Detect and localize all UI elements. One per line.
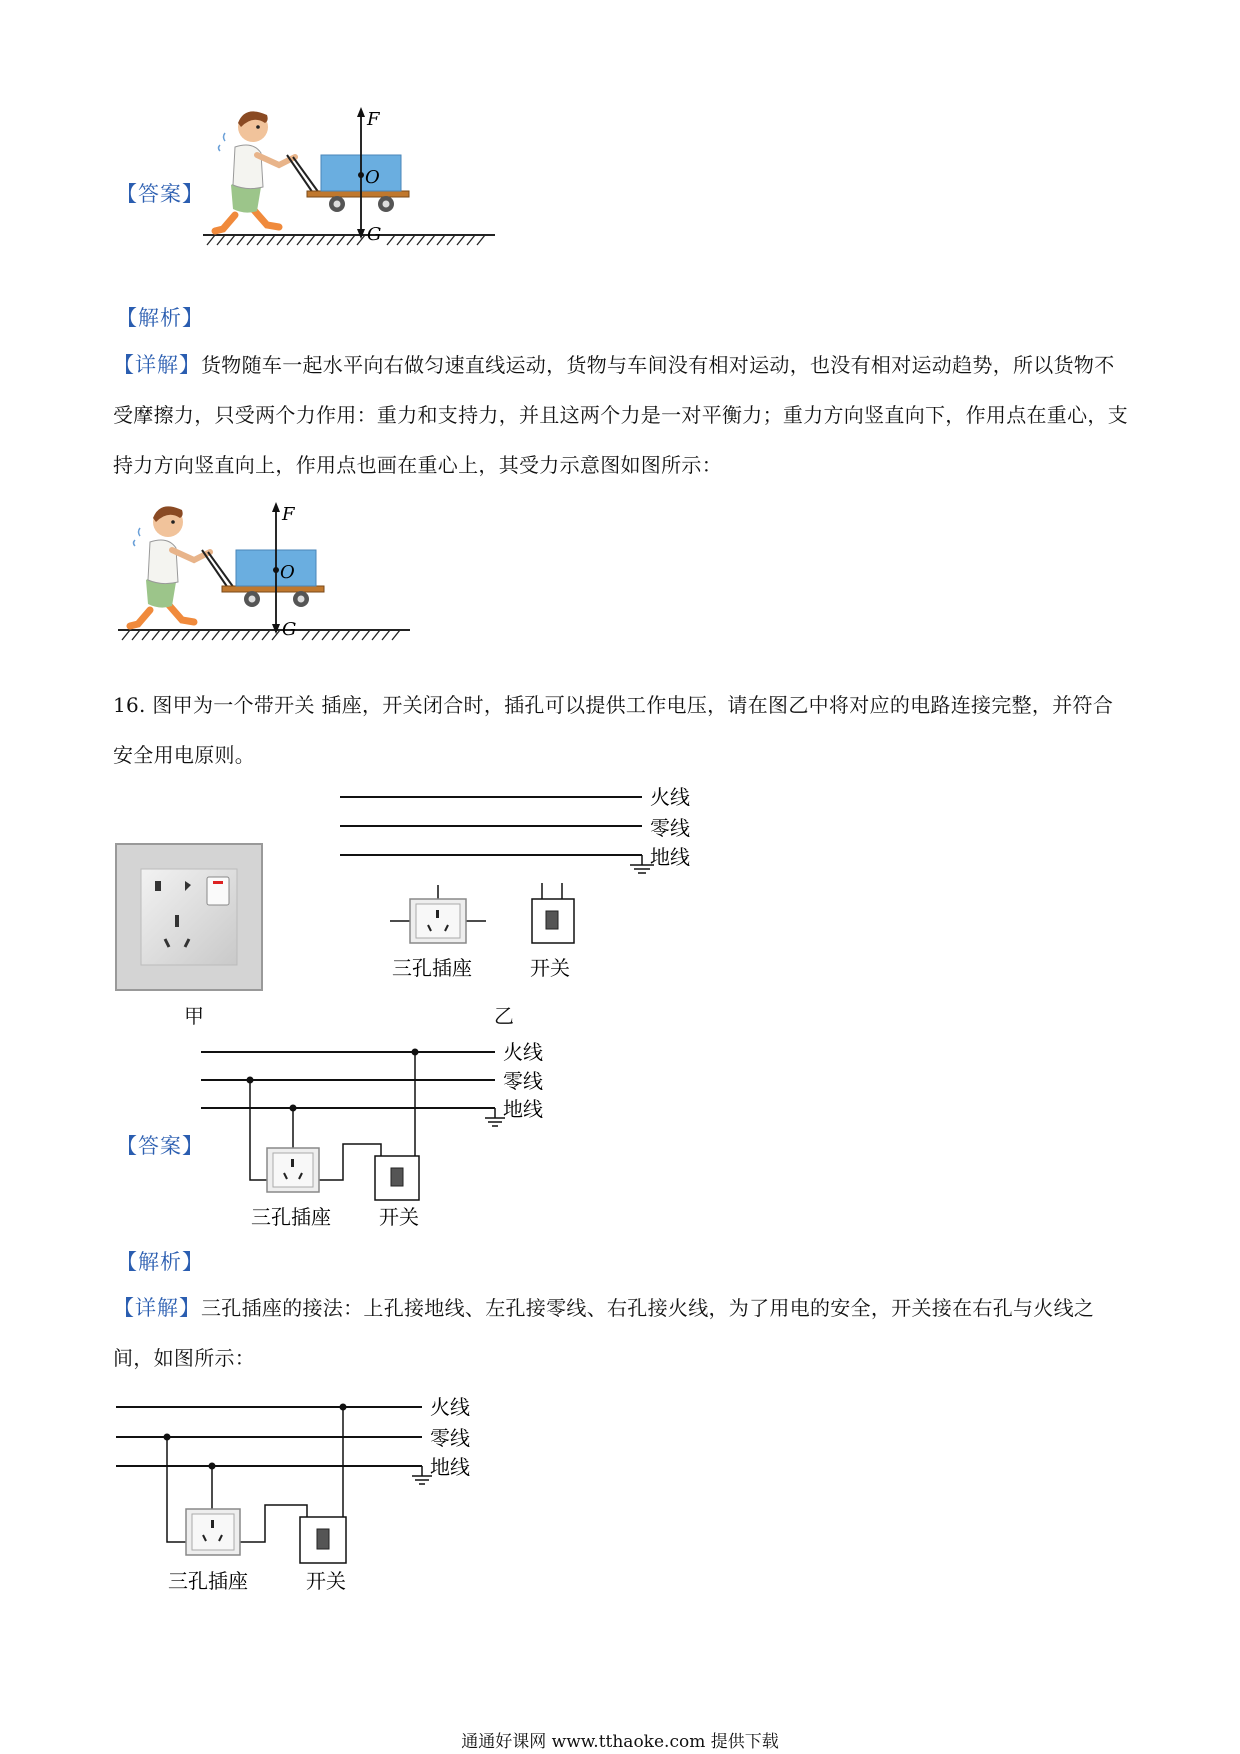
ground-wire-label: 地线 <box>650 845 690 869</box>
force-diagram-1 <box>195 105 505 275</box>
boy-illustration <box>215 111 295 231</box>
question-16: 16. 图甲为一个带开关 插座，开关闭合时，插孔可以提供工作电压，请在图乙中将对应的电路连接完整，并符合安全用电原则。 <box>113 693 1114 767</box>
force-f-label: F <box>367 109 380 130</box>
switch-label: 开关 <box>306 1569 346 1593</box>
switch-symbol <box>532 883 574 943</box>
answer-label-15: 【答案】 <box>116 182 204 206</box>
socket-label: 三孔插座 <box>251 1205 331 1229</box>
neutral-wire-label: 零线 <box>503 1069 543 1093</box>
switch-label: 开关 <box>530 956 570 980</box>
force-diagram-2 <box>110 500 420 670</box>
socket-photo-jia <box>115 843 265 993</box>
analysis-label-15: 【解析】 <box>116 306 204 330</box>
circuit-answer-1 <box>195 1040 575 1240</box>
ground-wire-label: 地线 <box>503 1097 543 1121</box>
force-g-label: G <box>282 619 297 640</box>
live-wire-label: 火线 <box>430 1395 470 1419</box>
live-wire-label: 火线 <box>650 785 690 809</box>
circuit-question-yi <box>330 785 730 1000</box>
circuit-answer-2 <box>110 1395 510 1605</box>
answer-label-16: 【答案】 <box>116 1134 204 1158</box>
switch-label: 开关 <box>379 1205 419 1229</box>
detail-text-16: 三孔插座的接法：上孔接地线、左孔接零线、右孔接火线，为了用电的安全，开关接在右孔与火线之间，如图所示： <box>113 1296 1095 1370</box>
center-o-label: O <box>280 562 295 583</box>
figure-label-yi: 乙 <box>494 1004 514 1028</box>
detail-label-15: 【详解】 <box>113 353 201 377</box>
boy-illustration <box>130 506 210 626</box>
detail-text-15: 货物随车一起水平向右做匀速直线运动，货物与车间没有相对运动，也没有相对运动趋势，所以货物不受摩擦力，只受两个力作用：重力和支持力，并且这两个力是一对平衡力；重力方向竖直向下，作用点在重心，支持力方向竖直向上，作用点也画在重心上，其受力示意图如图所示： <box>113 353 1128 477</box>
page-footer: 通通好课网 www.tthaoke.com 提供下载 <box>461 1732 779 1752</box>
detail-paragraph-16 <box>113 1283 1133 1383</box>
figure-label-jia: 甲 <box>184 1004 204 1028</box>
detail-paragraph-15 <box>113 340 1133 490</box>
ground-wire-label: 地线 <box>430 1455 470 1479</box>
socket-label: 三孔插座 <box>168 1569 248 1593</box>
force-f-label: F <box>282 504 295 525</box>
neutral-wire-label: 零线 <box>650 816 690 840</box>
detail-label-16: 【详解】 <box>113 1296 201 1320</box>
three-hole-socket-symbol <box>390 885 486 943</box>
center-o-label: O <box>365 167 380 188</box>
live-wire-label: 火线 <box>503 1040 543 1064</box>
force-g-label: G <box>367 224 382 245</box>
socket-label: 三孔插座 <box>392 956 472 980</box>
neutral-wire-label: 零线 <box>430 1426 470 1450</box>
analysis-label-16: 【解析】 <box>116 1250 204 1274</box>
